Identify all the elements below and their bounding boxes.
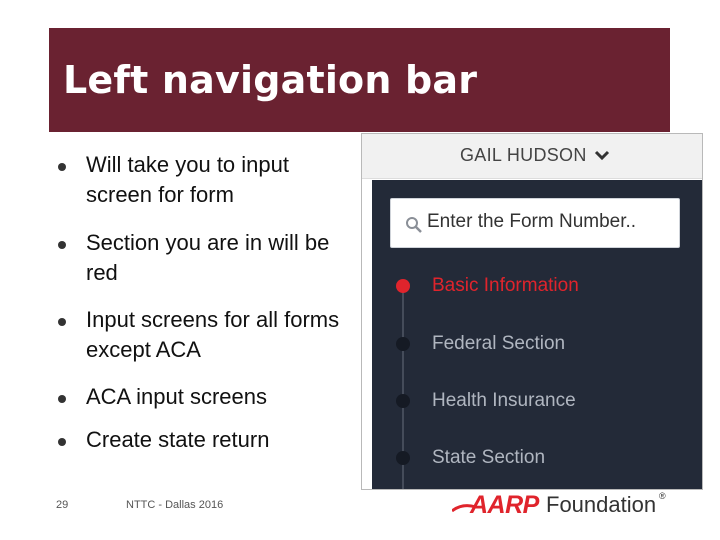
- bullet-item: Will take you to input screen for form: [56, 150, 356, 210]
- bullet-item: Section you are in will be red: [56, 228, 356, 288]
- nav-item-health-insurance[interactable]: [372, 381, 702, 421]
- nav-item-label: Basic Information: [432, 275, 579, 296]
- search-icon: [405, 216, 423, 234]
- form-search-box: [390, 198, 680, 248]
- aarp-foundation-logo: [452, 489, 672, 521]
- app-header: [362, 134, 702, 179]
- form-number-input[interactable]: [427, 199, 675, 245]
- nav-dot-icon: [396, 394, 410, 408]
- bullet-item: Input screens for all forms except ACA: [56, 305, 356, 365]
- bullet-dot-icon: [58, 163, 66, 171]
- footer-text: NTTC - Dallas 2016: [126, 499, 224, 511]
- bullet-dot-icon: [58, 241, 66, 249]
- chevron-down-icon[interactable]: [594, 148, 610, 162]
- nav-item-state-section[interactable]: [372, 438, 702, 478]
- logo-brand: AARP: [470, 491, 539, 519]
- nav-item-label: Federal Section: [432, 333, 566, 354]
- nav-item-federal-section[interactable]: [372, 324, 702, 364]
- logo-registered: ®: [659, 491, 666, 501]
- bullet-dot-icon: [58, 395, 66, 403]
- slide-number: 29: [56, 499, 69, 511]
- logo-text: Foundation: [546, 492, 657, 517]
- nav-dot-icon: [396, 451, 410, 465]
- bullet-item: Create state return: [56, 425, 269, 455]
- bullet-dot-icon: [58, 438, 66, 446]
- user-menu[interactable]: GAIL HUDSON: [460, 145, 587, 165]
- slide-title: Left navigation bar: [63, 58, 478, 102]
- title-bar: [49, 28, 670, 132]
- nav-dot-icon: [396, 279, 410, 293]
- left-navigation-bar: [372, 180, 702, 489]
- bullet-dot-icon: [58, 318, 66, 326]
- nav-item-basic-information[interactable]: [372, 266, 702, 306]
- nav-dot-icon: [396, 337, 410, 351]
- bullet-item: ACA input screens: [56, 382, 267, 412]
- nav-item-label: Health Insurance: [432, 390, 576, 411]
- nav-item-label: State Section: [432, 447, 546, 468]
- app-screenshot: [361, 133, 703, 490]
